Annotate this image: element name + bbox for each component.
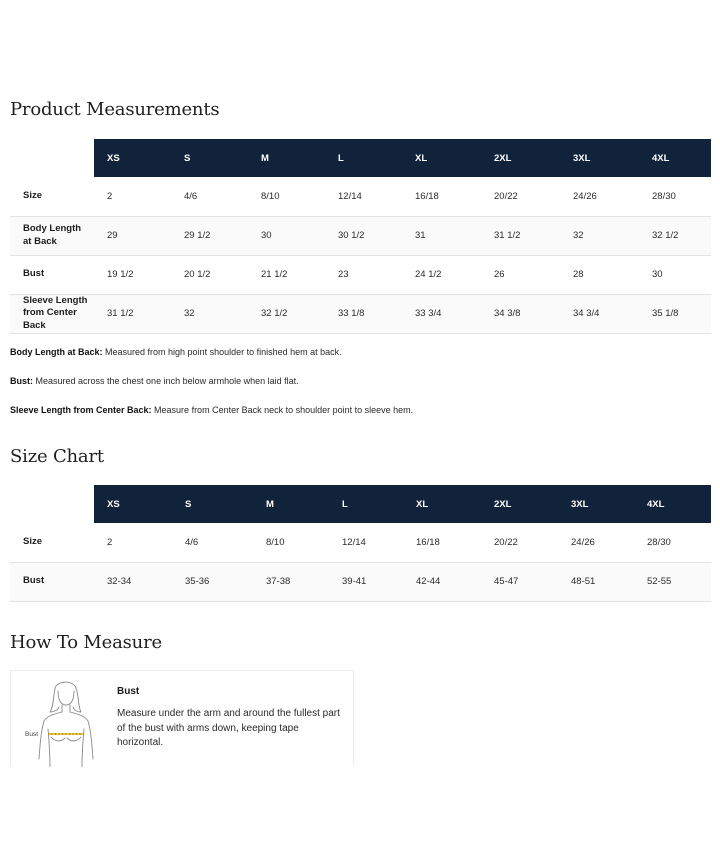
size-column-header: 4XL [639, 139, 711, 177]
note-term: Bust: [10, 376, 33, 386]
table-cell: 33 3/4 [402, 294, 481, 333]
table-cell: 48-51 [558, 562, 634, 601]
row-label: Bust [10, 255, 94, 294]
table-cell: 31 [402, 216, 481, 255]
table-cell: 32 [171, 294, 248, 333]
table-cell: 20 1/2 [171, 255, 248, 294]
row-label: Size [10, 177, 94, 216]
table-cell: 12/14 [329, 523, 403, 562]
table-cell: 16/18 [403, 523, 481, 562]
row-label: Body Length at Back [10, 216, 94, 255]
row-label: Bust [10, 562, 94, 601]
table-cell: 16/18 [402, 177, 481, 216]
table-cell: 24 1/2 [402, 255, 481, 294]
table-cell: 4/6 [172, 523, 253, 562]
table-cell: 42-44 [403, 562, 481, 601]
size-column-header: 2XL [481, 139, 560, 177]
product-measurements-table [10, 139, 711, 334]
size-column-header: M [248, 139, 325, 177]
figure-label: Bust [25, 731, 39, 738]
table-cell: 23 [325, 255, 402, 294]
size-column-header: 3XL [560, 139, 639, 177]
table-cell: 32 [560, 216, 639, 255]
table-cell: 28 [560, 255, 639, 294]
table-cell: 20/22 [481, 177, 560, 216]
size-column-header: L [329, 485, 403, 523]
size-column-header: S [171, 139, 248, 177]
header-corner-cell [10, 485, 94, 523]
header-corner-cell [10, 139, 94, 177]
table-cell: 35-36 [172, 562, 253, 601]
size-column-header: 4XL [634, 485, 711, 523]
size-column-header: XL [403, 485, 481, 523]
table-cell: 33 1/8 [325, 294, 402, 333]
table-cell: 39-41 [329, 562, 403, 601]
measure-item-description: Measure under the arm and around the fullest part of the bust with arms down, keeping tape horizontal. [117, 708, 340, 748]
table-cell: 8/10 [253, 523, 329, 562]
note-term: Sleeve Length from Center Back: [10, 405, 152, 415]
table-cell: 32 1/2 [639, 216, 711, 255]
note-text: Measured across the chest one inch below armhole when laid flat. [33, 376, 299, 386]
measurement-note [10, 347, 342, 357]
size-column-header: XS [94, 139, 171, 177]
measure-item-title: Bust [117, 686, 140, 697]
table-cell: 32 1/2 [248, 294, 325, 333]
table-cell: 24/26 [558, 523, 634, 562]
table-row [10, 562, 711, 601]
measurement-note [10, 376, 299, 386]
table-cell: 35 1/8 [639, 294, 711, 333]
size-column-header: L [325, 139, 402, 177]
table-row [10, 523, 711, 562]
table-cell: 45-47 [481, 562, 558, 601]
table-cell: 37-38 [253, 562, 329, 601]
table-cell: 21 1/2 [248, 255, 325, 294]
table-row [10, 216, 711, 255]
size-column-header: 2XL [481, 485, 558, 523]
product-measurements-title: Product Measurements [10, 99, 220, 120]
size-column-header: 3XL [558, 485, 634, 523]
table-cell: 34 3/4 [560, 294, 639, 333]
how-to-measure-title: How To Measure [10, 632, 162, 653]
table-cell: 28/30 [639, 177, 711, 216]
table-row [10, 294, 711, 333]
row-label: Size [10, 523, 94, 562]
measurement-note [10, 405, 413, 415]
table-cell: 2 [94, 523, 172, 562]
size-column-header: M [253, 485, 329, 523]
table-cell: 28/30 [634, 523, 711, 562]
size-column-header: S [172, 485, 253, 523]
table-cell: 4/6 [171, 177, 248, 216]
table-cell: 20/22 [481, 523, 558, 562]
table-header-row [10, 485, 711, 523]
table-cell: 30 1/2 [325, 216, 402, 255]
table-cell: 31 1/2 [94, 294, 171, 333]
table-cell: 8/10 [248, 177, 325, 216]
table-cell: 26 [481, 255, 560, 294]
row-label: Sleeve Length from Center Back [10, 294, 94, 333]
table-cell: 34 3/8 [481, 294, 560, 333]
table-cell: 31 1/2 [481, 216, 560, 255]
table-row [10, 177, 711, 216]
table-cell: 2 [94, 177, 171, 216]
table-row [10, 255, 711, 294]
table-header-row [10, 139, 711, 177]
table-cell: 52-55 [634, 562, 711, 601]
table-cell: 30 [248, 216, 325, 255]
table-cell: 24/26 [560, 177, 639, 216]
table-cell: 29 1/2 [171, 216, 248, 255]
note-text: Measured from high point shoulder to finished hem at back. [102, 347, 342, 357]
table-cell: 29 [94, 216, 171, 255]
table-cell: 30 [639, 255, 711, 294]
bust-measure-figure [23, 679, 109, 767]
size-chart-title: Size Chart [10, 446, 104, 467]
size-column-header: XL [402, 139, 481, 177]
size-chart-table [10, 485, 711, 602]
table-cell: 32-34 [94, 562, 172, 601]
note-term: Body Length at Back: [10, 347, 103, 357]
how-to-measure-card [10, 670, 354, 766]
note-text: Measure from Center Back neck to shoulder point to sleeve hem. [151, 405, 414, 415]
table-cell: 19 1/2 [94, 255, 171, 294]
size-column-header: XS [94, 485, 172, 523]
table-cell: 12/14 [325, 177, 402, 216]
